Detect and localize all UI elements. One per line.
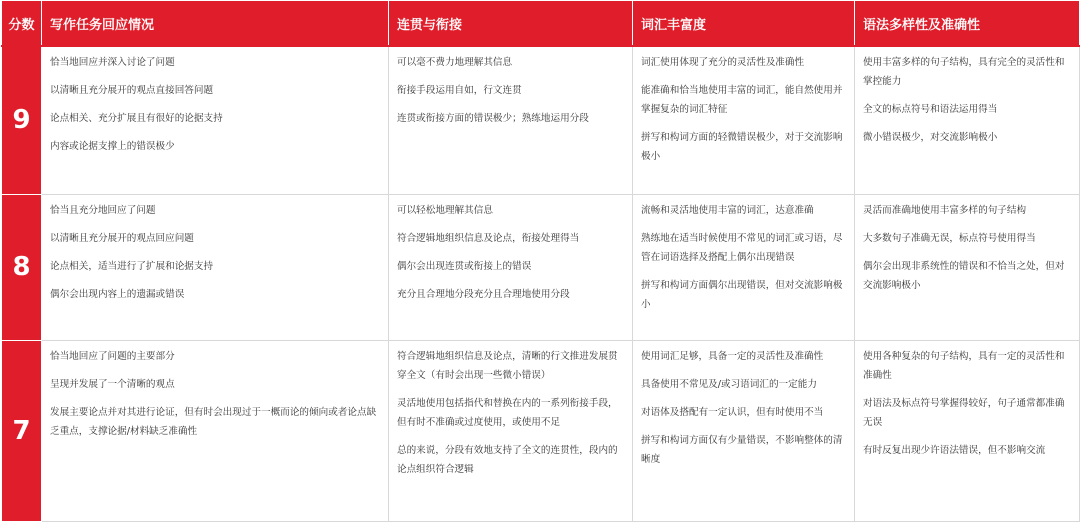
band-row-9 <box>2 46 1080 195</box>
descriptor: 充分且合理地分段充分且合理地使用分段 <box>397 289 570 300</box>
grammar-cell <box>855 195 1080 341</box>
header-task-response: 写作任务回应情况 <box>42 1 389 47</box>
descriptor: 拼写和构词方面的轻微错误极少，对于交流影响极小 <box>641 132 843 162</box>
descriptor: 可以轻松地理解其信息 <box>397 205 493 216</box>
descriptor: 发展主要论点并对其进行论证，但有时会出现过于一概而论的倾向或者论点缺乏重点，支撑论据/材料缺乏准确性 <box>50 407 377 437</box>
descriptor: 词汇使用体现了充分的灵活性及准确性 <box>641 57 805 68</box>
lexical-cell <box>633 46 855 195</box>
coherence-cell <box>389 46 633 195</box>
band-descriptor-table <box>1 0 1080 522</box>
descriptor: 具备使用不常见及/或习语词汇的一定能力 <box>641 379 817 390</box>
band-row-8 <box>2 195 1080 341</box>
band-score: 8 <box>2 195 42 341</box>
descriptor: 微小错误极少，对交流影响极小 <box>863 132 998 143</box>
lexical-cell <box>633 195 855 341</box>
descriptor: 总的来说，分段有效地支持了全文的连贯性，段内的论点组织符合逻辑 <box>397 445 618 475</box>
descriptor: 连贯或衔接方面的错误极少；熟练地运用分段 <box>397 113 589 124</box>
task-response-cell <box>42 195 389 341</box>
descriptor: 拼写和构词方面偶尔出现错误，但对交流影响极小 <box>641 280 843 310</box>
descriptor: 灵活地使用包括指代和替换在内的一系列衔接手段，但有时不准确或过度使用，或使用不足 <box>397 398 618 428</box>
descriptor: 使用各种复杂的句子结构，具有一定的灵活性和准确性 <box>863 351 1065 381</box>
task-response-cell <box>42 341 389 522</box>
descriptor: 恰当地回应并深入讨论了问题 <box>50 57 175 68</box>
lexical-cell <box>633 341 855 522</box>
task-response-cell <box>42 46 389 195</box>
descriptor: 灵活而准确地使用丰富多样的句子结构 <box>863 205 1027 216</box>
grammar-cell <box>855 46 1080 195</box>
header-grammar: 语法多样性及准确性 <box>855 1 1080 47</box>
descriptor: 符合逻辑地组织信息及论点，衔接处理得当 <box>397 233 580 244</box>
descriptor: 以清晰且充分展开的观点直接回答问题 <box>50 85 214 96</box>
descriptor: 衔接手段运用自如，行文连贯 <box>397 85 522 96</box>
descriptor: 符合逻辑地组织信息及论点，清晰的行文推进发展贯穿全文（有时会出现一些微小错误） <box>397 351 618 381</box>
header-score: 分数 <box>2 1 42 47</box>
descriptor: 熟练地在适当时候使用不常见的词汇或习语，尽管在词语选择及搭配上偶尔出现错误 <box>641 233 843 263</box>
header-coherence: 连贯与衔接 <box>389 1 633 47</box>
descriptor: 偶尔会出现连贯或衔接上的错误 <box>397 261 532 272</box>
descriptor: 大多数句子准确无误，标点符号使用得当 <box>863 233 1036 244</box>
coherence-cell <box>389 195 633 341</box>
descriptor: 偶尔会出现非系统性的错误和不恰当之处，但对交流影响极小 <box>863 261 1065 291</box>
descriptor: 论点相关，适当进行了扩展和论据支持 <box>50 261 214 272</box>
descriptor: 以清晰且充分展开的观点回应问题 <box>50 233 194 244</box>
descriptor: 有时反复出现少许语法错误，但不影响交流 <box>863 445 1046 456</box>
band-score: 7 <box>2 341 42 522</box>
header-lexical: 词汇丰富度 <box>633 1 855 47</box>
descriptor: 使用词汇足够，具备一定的灵活性及准确性 <box>641 351 824 362</box>
descriptor: 拼写和构词方面仅有少量错误，不影响整体的清晰度 <box>641 435 843 465</box>
descriptor: 论点相关、充分扩展且有很好的论据支持 <box>50 113 223 124</box>
descriptor: 对语体及搭配有一定认识，但有时使用不当 <box>641 407 824 418</box>
descriptor: 流畅和灵活地使用丰富的词汇，达意准确 <box>641 205 814 216</box>
band-score: 9 <box>2 46 42 195</box>
descriptor: 使用丰富多样的句子结构，具有完全的灵活性和掌控能力 <box>863 57 1065 87</box>
grammar-cell <box>855 341 1080 522</box>
coherence-cell <box>389 341 633 522</box>
descriptor: 恰当且充分地回应了问题 <box>50 205 156 216</box>
descriptor: 可以毫不费力地理解其信息 <box>397 57 513 68</box>
descriptor: 全文的标点符号和语法运用得当 <box>863 104 998 115</box>
descriptor: 对语法及标点符号掌握得较好，句子通常都准确无误 <box>863 398 1065 428</box>
descriptor: 偶尔会出现内容上的遗漏或错误 <box>50 289 185 300</box>
descriptor: 恰当地回应了问题的主要部分 <box>50 351 175 362</box>
descriptor: 内容或论据支撑上的错误极少 <box>50 141 175 152</box>
descriptor: 呈现并发展了一个清晰的观点 <box>50 379 175 390</box>
header-row <box>2 1 1080 47</box>
band-row-7 <box>2 341 1080 522</box>
descriptor: 能准确和恰当地使用丰富的词汇，能自然使用并掌握复杂的词汇特征 <box>641 85 843 115</box>
